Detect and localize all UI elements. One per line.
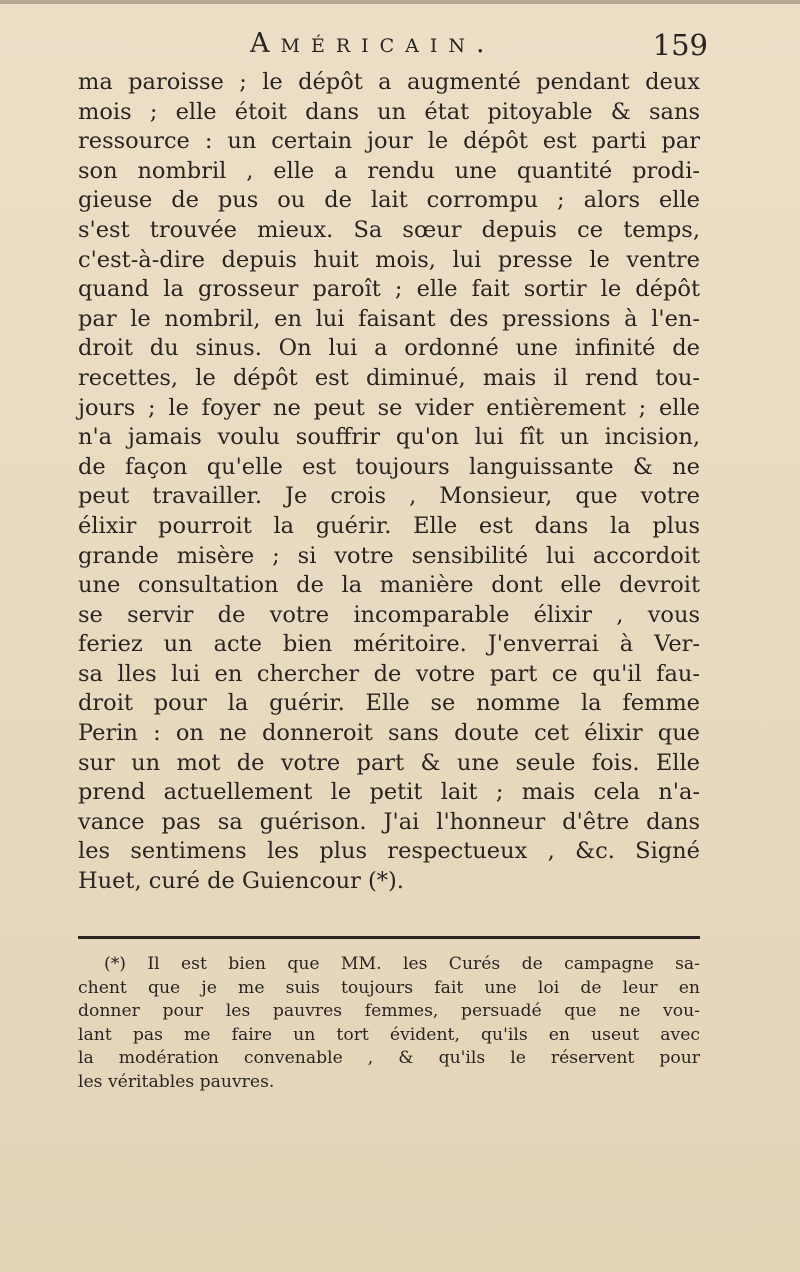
text-line: se servir de votre incomparable élixir , vous: [78, 601, 700, 628]
text-line: sa lles lui en chercher de votre part ce qu'il fau-: [78, 660, 700, 687]
page-number: 159: [652, 28, 708, 62]
footnote-line: lant pas me faire un tort évident, qu'ils en useut avec: [78, 1024, 700, 1045]
text-line: c'est-à-dire depuis huit mois, lui presse le ventre: [78, 246, 700, 273]
text-line: ressource : un certain jour le dépôt est parti par: [78, 128, 700, 155]
text-line: de façon qu'elle est toujours languissante & ne: [78, 453, 700, 480]
text-line: mois ; elle étoit dans un état pitoyable & sans: [78, 98, 700, 125]
text-line: son nombril , elle a rendu une quantité prodi-: [78, 157, 700, 184]
text-line: s'est trouvée mieux. Sa sœur depuis ce temps,: [78, 216, 700, 243]
text-line: jours ; le foyer ne peut se vider entièrement ; elle: [78, 394, 700, 421]
body-text: [78, 68, 700, 897]
text-line: vance pas sa guérison. J'ai l'honneur d'être dans: [78, 808, 700, 835]
text-line: grande misère ; si votre sensibilité lui accordoit: [78, 542, 700, 569]
text-line: les sentimens les plus respectueux , &c. Signé: [78, 838, 700, 865]
text-line: n'a jamais voulu souffrir qu'on lui fît un incision,: [78, 424, 700, 451]
text-line: droit pour la guérir. Elle se nomme la femme: [78, 690, 700, 717]
text-line: une consultation de la manière dont elle devroit: [78, 572, 700, 599]
text-line: élixir pourroit la guérir. Elle est dans la plus: [78, 512, 700, 539]
text-line: ma paroisse ; le dépôt a augmenté pendant deux: [78, 69, 700, 95]
text-line: sur un mot de votre part & une seule fois. Elle: [78, 749, 700, 776]
page-top-edge: [0, 0, 800, 4]
text-line: prend actuellement le petit lait ; mais cela n'a-: [78, 779, 700, 806]
text-line: par le nombril, en lui faisant des pressions à l'en-: [78, 305, 700, 332]
text-line: feriez un acte bien méritoire. J'enverrai à Ver-: [78, 631, 700, 658]
text-line: Perin : on ne donneroit sans doute cet élixir que: [78, 720, 700, 747]
footnote-line: la modération convenable , & qu'ils le réservent pour: [78, 1048, 700, 1068]
footnote-line: les véritables pauvres.: [78, 1071, 275, 1092]
running-head: [250, 28, 720, 62]
running-title: Américain.: [250, 28, 496, 59]
text-line: Huet, curé de Guiencour (*).: [78, 868, 404, 895]
footnote-line: (*) Il est bien que MM. les Curés de campagne sa-: [104, 954, 700, 974]
footnote-line: chent que je me suis toujours fait une loi de leur en: [78, 977, 700, 998]
text-line: quand la grosseur paroît ; elle fait sortir le dépôt: [78, 276, 700, 303]
footnote: [78, 953, 700, 1094]
text-line: droit du sinus. On lui a ordonné une infinité de: [78, 335, 700, 362]
footnote-line: donner pour les pauvres femmes, persuadé que ne vou-: [78, 1001, 700, 1021]
footnote-separator-rule: [78, 936, 700, 939]
text-line: recettes, le dépôt est diminué, mais il rend tou-: [78, 364, 700, 391]
text-line: peut travailler. Je crois , Monsieur, que votre: [78, 483, 700, 510]
text-line: gieuse de pus ou de lait corrompu ; alors elle: [78, 187, 700, 214]
